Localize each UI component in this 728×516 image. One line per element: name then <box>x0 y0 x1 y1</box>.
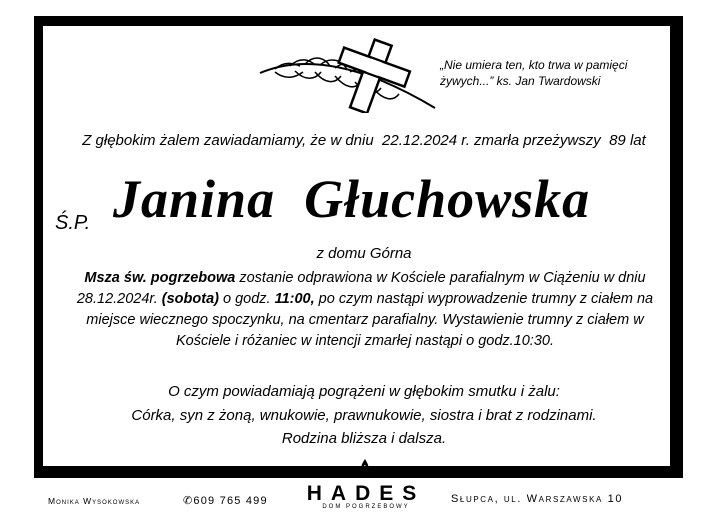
quote-line: „Nie umiera ten, kto trwa w pamięci <box>440 58 628 72</box>
footer-address: Słupca, ul. Warszawska 10 <box>451 493 624 505</box>
funeral-text: zostanie odprawiona w Kościele parafialnym w Ciążeniu w dniu 28.12.2024r. <box>76 270 646 307</box>
logo-subtitle: DOM POGRZEBOWY <box>322 504 410 510</box>
logo-divider <box>303 471 347 473</box>
mourners-family: Córka, syn z żoną, wnukowie, prawnukowie, siostra i brat z rodzinami. <box>131 407 597 424</box>
death-date: 22.12.2024 <box>382 132 458 149</box>
announcement-text: lat <box>629 132 646 149</box>
logo-divider <box>383 471 429 473</box>
flame-icon <box>356 458 374 480</box>
title-prefix: Ś.P. <box>55 212 91 234</box>
funeral-text: o godz. <box>218 291 275 307</box>
mourners-intro: O czym powiadamiają pogrążeni w głębokim smutku i żalu: <box>168 383 560 400</box>
maiden-name: z domu Górna <box>316 245 412 262</box>
quote-line: żywych...” ks. Jan Twardowski <box>440 74 601 88</box>
funeral-details <box>62 268 668 352</box>
phone-icon: ✆ <box>183 495 194 507</box>
funeral-time: 11:00, <box>274 291 315 307</box>
quote <box>440 57 680 89</box>
announcement-text: Z głębokim żalem zawiadamiamy, że w dniu <box>82 132 374 149</box>
funeral-text: po czym nastąpi wyprowadzenie trumny z ciałem na miejsce wiecznego spoczynku, na cmentarz parafialny. Wystawienie trumny z ciałem w Kościele i różaniec w intencji zmarłej nastąpi o godz.10:30. <box>86 291 654 349</box>
cross-with-palm-icon <box>255 38 440 113</box>
footer-phone <box>183 494 268 507</box>
deceased-name: Janina Głuchowska <box>113 169 591 229</box>
logo-name: HADES <box>306 482 426 505</box>
death-announcement <box>0 132 728 149</box>
mourners-relatives: Rodzina bliższa i dalsza. <box>281 430 447 447</box>
funeral-day: (sobota) <box>161 291 219 307</box>
phone-number: 609 765 499 <box>193 495 268 507</box>
age: 89 <box>609 132 626 149</box>
announcement-text: r. zmarła przeżywszy <box>461 132 601 149</box>
footer-person: Monika Wysokowska <box>48 496 141 506</box>
funeral-mass-label: Msza św. pogrzebowa <box>84 270 236 286</box>
